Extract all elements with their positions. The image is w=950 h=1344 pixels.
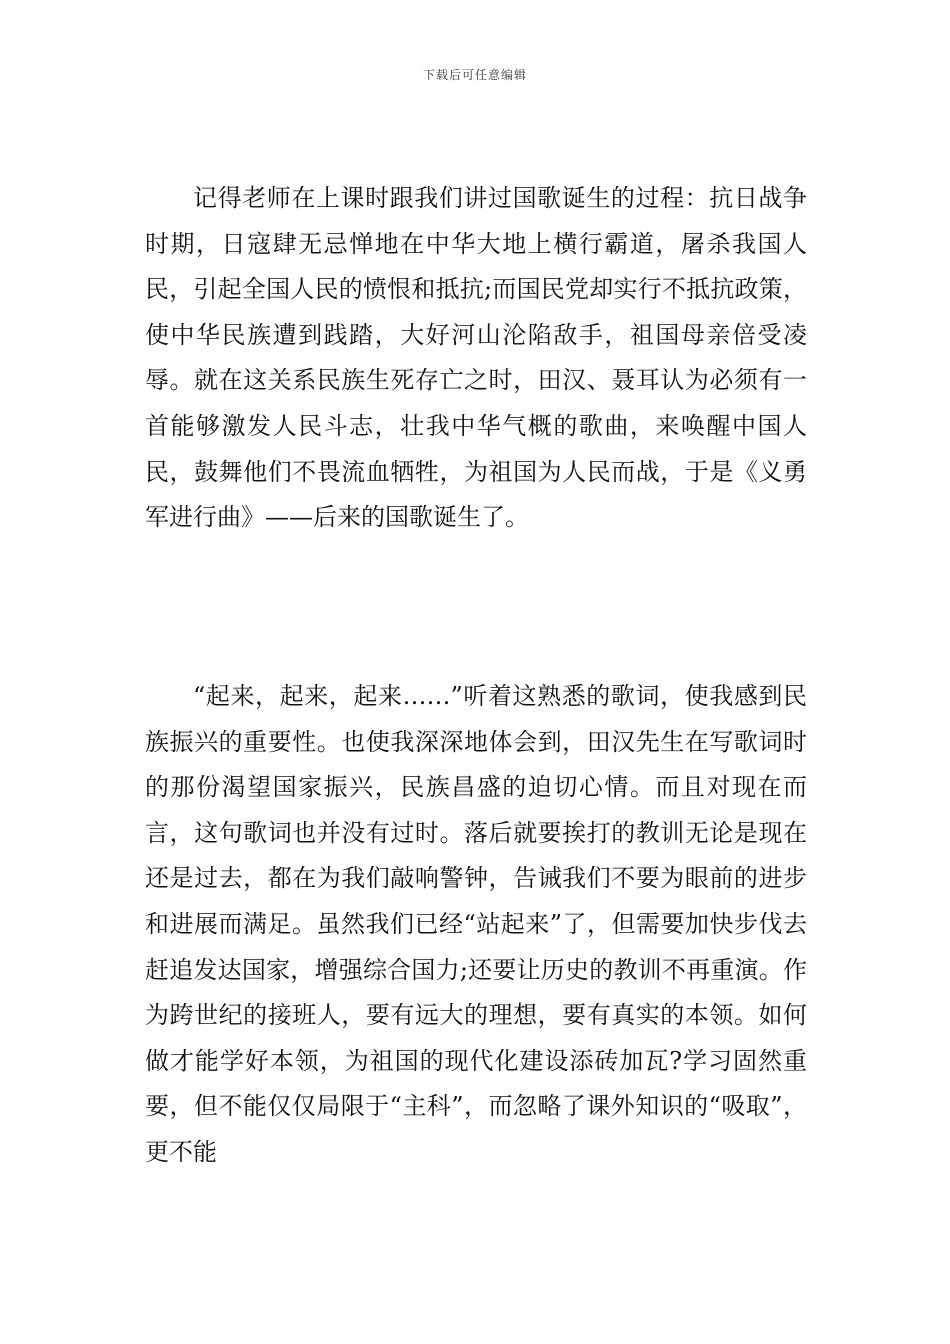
paragraph-block (145, 674, 807, 1176)
paragraph-text: “起来，起来，起来……”听着这熟悉的歌词，使我感到民族振兴的重要性。也使我深深地体会到，田汉先生在写歌词时的那份渴望国家振兴，民族昌盛的迫切心情。而且对现在而言，这句歌词也并没有过时。落后就要挨打的教训无论是现在还是过去，都在为我们敲响警钟，告诫我们不要为眼前的进步和进展而满足。虽然我们已经“站起来”了，但需要加快步伐去赶追发达国家，增强综合国力;还要让历史的教训不再重演。作为跨世纪的接班人，要有远大的理想，要有真实的本领。如何做才能学好本领，为祖国的现代化建设添砖加瓦?学习固然重要，但不能仅仅局限于“主科”，而忽略了课外知识的“吸取”，更不能 (145, 682, 807, 1166)
paragraph-block (145, 176, 807, 541)
paragraph-text: 记得老师在上课时跟我们讲过国歌诞生的过程：抗日战争时期，日寇肆无忌惮地在中华大地上横行霸道，屠杀我国人民，引起全国人民的愤恨和抵抗;而国民党却实行不抵抗政策，使中华民族遭到践踏，大好河山沦陷敌手，祖国母亲倍受凌辱。就在这关系民族生死存亡之时，田汉、聂耳认为必须有一首能够激发人民斗志，壮我中华气概的歌曲，来唤醒中国人民，鼓舞他们不畏流血牺牲，为祖国为人民而战，于是《义勇军进行曲》——后来的国歌诞生了。 (145, 184, 807, 532)
page-header-note: 下载后可任意编辑 (422, 68, 527, 82)
